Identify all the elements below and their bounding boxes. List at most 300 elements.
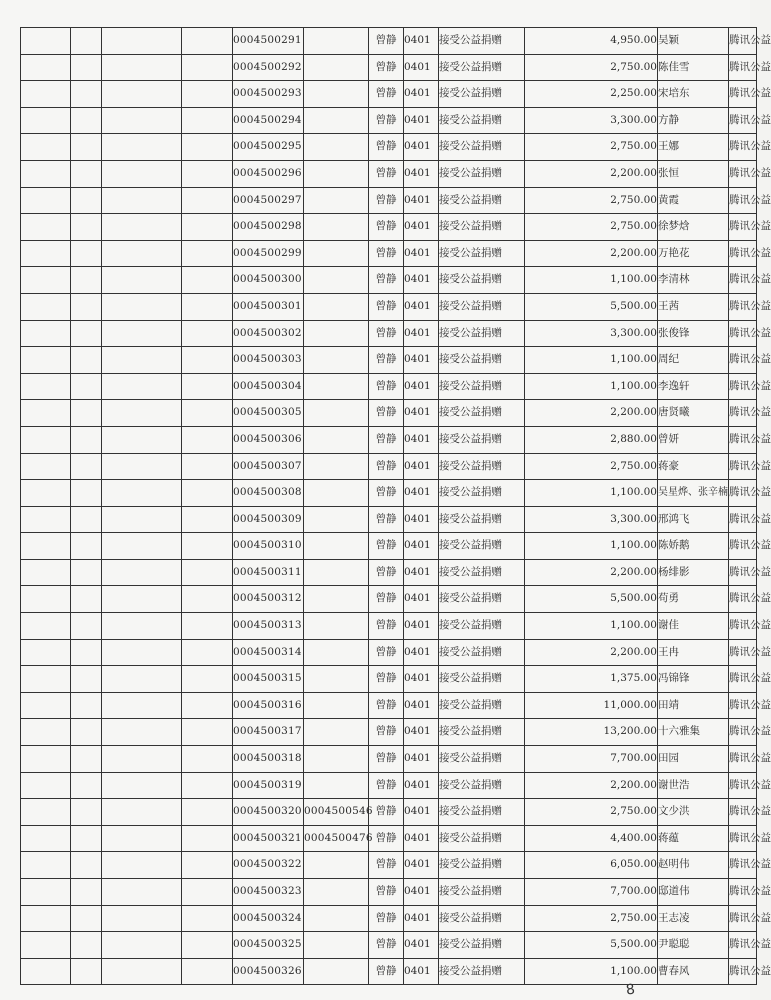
voucher-code-cell: 0004500304 [233, 373, 304, 400]
summary-cell: 接受公益捐赠 [439, 426, 525, 453]
empty-cell-c [102, 932, 182, 959]
empty-cell-b [71, 799, 102, 826]
voucher-code-cell: 0004500308 [233, 480, 304, 507]
donor-name-cell: 田靖 [658, 692, 729, 719]
summary-cell: 接受公益捐赠 [439, 533, 525, 560]
subject-code-cell: 0401 [404, 214, 439, 241]
secondary-code-cell [304, 852, 369, 879]
empty-cell-a [21, 240, 71, 267]
voucher-code-cell: 0004500318 [233, 746, 304, 773]
empty-cell-d [182, 293, 233, 320]
amount-cell: 2,200.00 [525, 240, 658, 267]
source-cell: 腾讯公益 [729, 932, 757, 959]
donor-name-cell: 王茜 [658, 293, 729, 320]
secondary-code-cell [304, 559, 369, 586]
donor-name-cell: 王志凌 [658, 905, 729, 932]
empty-cell-b [71, 480, 102, 507]
summary-cell: 接受公益捐赠 [439, 373, 525, 400]
donor-name-cell: 蒋豪 [658, 453, 729, 480]
empty-cell-b [71, 772, 102, 799]
summary-cell: 接受公益捐赠 [439, 719, 525, 746]
empty-cell-d [182, 426, 233, 453]
subject-code-cell: 0401 [404, 746, 439, 773]
summary-cell: 接受公益捐赠 [439, 639, 525, 666]
subject-code-cell: 0401 [404, 772, 439, 799]
empty-cell-a [21, 506, 71, 533]
table-row [21, 772, 757, 799]
empty-cell-b [71, 666, 102, 693]
empty-cell-a [21, 852, 71, 879]
empty-cell-d [182, 746, 233, 773]
voucher-code-cell: 0004500321 [233, 825, 304, 852]
secondary-code-cell [304, 28, 369, 55]
empty-cell-b [71, 559, 102, 586]
handler-cell: 曾静 [369, 506, 404, 533]
subject-code-cell: 0401 [404, 613, 439, 640]
empty-cell-b [71, 852, 102, 879]
handler-cell: 曾静 [369, 81, 404, 108]
source-cell: 腾讯公益 [729, 586, 757, 613]
donor-name-cell: 曾妍 [658, 426, 729, 453]
subject-code-cell: 0401 [404, 825, 439, 852]
amount-cell: 3,300.00 [525, 107, 658, 134]
empty-cell-a [21, 746, 71, 773]
subject-code-cell: 0401 [404, 293, 439, 320]
amount-cell: 2,200.00 [525, 772, 658, 799]
voucher-code-cell: 0004500309 [233, 506, 304, 533]
source-cell: 腾讯公益 [729, 666, 757, 693]
handler-cell: 曾静 [369, 639, 404, 666]
secondary-code-cell [304, 639, 369, 666]
summary-cell: 接受公益捐赠 [439, 347, 525, 374]
empty-cell-d [182, 54, 233, 81]
voucher-code-cell: 0004500295 [233, 134, 304, 161]
secondary-code-cell [304, 54, 369, 81]
amount-cell: 11,000.00 [525, 692, 658, 719]
table-row [21, 373, 757, 400]
empty-cell-a [21, 533, 71, 560]
donor-name-cell: 十六雅集 [658, 719, 729, 746]
voucher-code-cell: 0004500302 [233, 320, 304, 347]
donor-name-cell: 尹聪聪 [658, 932, 729, 959]
donor-name-cell: 苟勇 [658, 586, 729, 613]
summary-cell: 接受公益捐赠 [439, 54, 525, 81]
secondary-code-cell [304, 958, 369, 985]
handler-cell: 曾静 [369, 958, 404, 985]
empty-cell-c [102, 453, 182, 480]
subject-code-cell: 0401 [404, 373, 439, 400]
subject-code-cell: 0401 [404, 426, 439, 453]
empty-cell-a [21, 825, 71, 852]
empty-cell-b [71, 719, 102, 746]
secondary-code-cell [304, 373, 369, 400]
amount-cell: 3,300.00 [525, 506, 658, 533]
voucher-code-cell: 0004500311 [233, 559, 304, 586]
subject-code-cell: 0401 [404, 480, 439, 507]
table-row [21, 799, 757, 826]
handler-cell: 曾静 [369, 666, 404, 693]
handler-cell: 曾静 [369, 107, 404, 134]
source-cell: 腾讯公益 [729, 852, 757, 879]
voucher-code-cell: 0004500317 [233, 719, 304, 746]
empty-cell-a [21, 772, 71, 799]
voucher-code-cell: 0004500298 [233, 214, 304, 241]
empty-cell-d [182, 586, 233, 613]
empty-cell-d [182, 400, 233, 427]
empty-cell-c [102, 879, 182, 906]
secondary-code-cell [304, 772, 369, 799]
table-row [21, 160, 757, 187]
empty-cell-b [71, 347, 102, 374]
empty-cell-c [102, 772, 182, 799]
secondary-code-cell [304, 586, 369, 613]
empty-cell-d [182, 506, 233, 533]
empty-cell-a [21, 692, 71, 719]
empty-cell-a [21, 320, 71, 347]
source-cell: 腾讯公益 [729, 533, 757, 560]
table-row [21, 559, 757, 586]
empty-cell-d [182, 932, 233, 959]
empty-cell-c [102, 506, 182, 533]
voucher-code-cell: 0004500312 [233, 586, 304, 613]
summary-cell: 接受公益捐赠 [439, 879, 525, 906]
summary-cell: 接受公益捐赠 [439, 81, 525, 108]
summary-cell: 接受公益捐赠 [439, 586, 525, 613]
empty-cell-a [21, 932, 71, 959]
source-cell: 腾讯公益 [729, 746, 757, 773]
empty-cell-c [102, 852, 182, 879]
voucher-code-cell: 0004500307 [233, 453, 304, 480]
source-cell: 腾讯公益 [729, 240, 757, 267]
amount-cell: 6,050.00 [525, 852, 658, 879]
empty-cell-b [71, 107, 102, 134]
source-cell: 腾讯公益 [729, 613, 757, 640]
empty-cell-b [71, 160, 102, 187]
summary-cell: 接受公益捐赠 [439, 666, 525, 693]
empty-cell-a [21, 187, 71, 214]
donor-name-cell: 吴星烨、张辛楠 [658, 480, 729, 507]
table-row [21, 28, 757, 55]
empty-cell-b [71, 905, 102, 932]
empty-cell-b [71, 426, 102, 453]
empty-cell-d [182, 719, 233, 746]
empty-cell-a [21, 426, 71, 453]
handler-cell: 曾静 [369, 134, 404, 161]
empty-cell-b [71, 746, 102, 773]
amount-cell: 5,500.00 [525, 932, 658, 959]
voucher-code-cell: 0004500294 [233, 107, 304, 134]
source-cell: 腾讯公益 [729, 480, 757, 507]
table-row [21, 506, 757, 533]
empty-cell-d [182, 852, 233, 879]
summary-cell: 接受公益捐赠 [439, 187, 525, 214]
empty-cell-c [102, 187, 182, 214]
donor-name-cell: 邢鸿飞 [658, 506, 729, 533]
summary-cell: 接受公益捐赠 [439, 214, 525, 241]
empty-cell-d [182, 666, 233, 693]
table-row [21, 613, 757, 640]
empty-cell-a [21, 373, 71, 400]
voucher-code-cell: 0004500305 [233, 400, 304, 427]
voucher-code-cell: 0004500324 [233, 905, 304, 932]
empty-cell-d [182, 639, 233, 666]
amount-cell: 3,300.00 [525, 320, 658, 347]
summary-cell: 接受公益捐赠 [439, 559, 525, 586]
subject-code-cell: 0401 [404, 187, 439, 214]
empty-cell-d [182, 107, 233, 134]
empty-cell-b [71, 958, 102, 985]
table-row [21, 639, 757, 666]
source-cell: 腾讯公益 [729, 958, 757, 985]
empty-cell-a [21, 879, 71, 906]
handler-cell: 曾静 [369, 559, 404, 586]
summary-cell: 接受公益捐赠 [439, 772, 525, 799]
voucher-code-cell: 0004500296 [233, 160, 304, 187]
empty-cell-b [71, 187, 102, 214]
source-cell: 腾讯公益 [729, 905, 757, 932]
empty-cell-a [21, 107, 71, 134]
handler-cell: 曾静 [369, 799, 404, 826]
empty-cell-d [182, 267, 233, 294]
empty-cell-b [71, 320, 102, 347]
empty-cell-a [21, 214, 71, 241]
voucher-code-cell: 0004500299 [233, 240, 304, 267]
empty-cell-d [182, 799, 233, 826]
table-row [21, 81, 757, 108]
table-row [21, 480, 757, 507]
subject-code-cell: 0401 [404, 107, 439, 134]
empty-cell-c [102, 240, 182, 267]
source-cell: 腾讯公益 [729, 187, 757, 214]
voucher-code-cell: 0004500320 [233, 799, 304, 826]
empty-cell-a [21, 400, 71, 427]
voucher-code-cell: 0004500300 [233, 267, 304, 294]
summary-cell: 接受公益捐赠 [439, 825, 525, 852]
empty-cell-a [21, 267, 71, 294]
amount-cell: 2,750.00 [525, 905, 658, 932]
handler-cell: 曾静 [369, 453, 404, 480]
amount-cell: 1,100.00 [525, 533, 658, 560]
amount-cell: 2,250.00 [525, 81, 658, 108]
summary-cell: 接受公益捐赠 [439, 400, 525, 427]
empty-cell-c [102, 28, 182, 55]
summary-cell: 接受公益捐赠 [439, 293, 525, 320]
handler-cell: 曾静 [369, 772, 404, 799]
subject-code-cell: 0401 [404, 879, 439, 906]
secondary-code-cell [304, 692, 369, 719]
empty-cell-a [21, 54, 71, 81]
handler-cell: 曾静 [369, 825, 404, 852]
amount-cell: 2,200.00 [525, 639, 658, 666]
empty-cell-c [102, 746, 182, 773]
empty-cell-d [182, 187, 233, 214]
donor-name-cell: 陈佳雪 [658, 54, 729, 81]
donor-name-cell: 唐贤曦 [658, 400, 729, 427]
table-row [21, 187, 757, 214]
empty-cell-a [21, 134, 71, 161]
secondary-code-cell [304, 267, 369, 294]
subject-code-cell: 0401 [404, 240, 439, 267]
empty-cell-a [21, 81, 71, 108]
amount-cell: 4,400.00 [525, 825, 658, 852]
table-row [21, 240, 757, 267]
subject-code-cell: 0401 [404, 533, 439, 560]
empty-cell-c [102, 134, 182, 161]
subject-code-cell: 0401 [404, 719, 439, 746]
empty-cell-a [21, 559, 71, 586]
empty-cell-c [102, 958, 182, 985]
empty-cell-b [71, 54, 102, 81]
empty-cell-a [21, 613, 71, 640]
secondary-code-cell [304, 347, 369, 374]
table-row [21, 293, 757, 320]
donor-name-cell: 田园 [658, 746, 729, 773]
subject-code-cell: 0401 [404, 932, 439, 959]
empty-cell-d [182, 81, 233, 108]
empty-cell-c [102, 639, 182, 666]
secondary-code-cell [304, 293, 369, 320]
summary-cell: 接受公益捐赠 [439, 240, 525, 267]
empty-cell-d [182, 825, 233, 852]
empty-cell-b [71, 932, 102, 959]
subject-code-cell: 0401 [404, 905, 439, 932]
voucher-code-cell: 0004500310 [233, 533, 304, 560]
amount-cell: 2,750.00 [525, 214, 658, 241]
empty-cell-d [182, 879, 233, 906]
amount-cell: 1,100.00 [525, 347, 658, 374]
secondary-code-cell [304, 666, 369, 693]
table-row [21, 267, 757, 294]
handler-cell: 曾静 [369, 586, 404, 613]
empty-cell-c [102, 214, 182, 241]
empty-cell-a [21, 799, 71, 826]
handler-cell: 曾静 [369, 426, 404, 453]
empty-cell-c [102, 81, 182, 108]
empty-cell-d [182, 320, 233, 347]
handler-cell: 曾静 [369, 746, 404, 773]
empty-cell-b [71, 453, 102, 480]
empty-cell-d [182, 958, 233, 985]
empty-cell-c [102, 400, 182, 427]
source-cell: 腾讯公益 [729, 426, 757, 453]
donor-name-cell: 陈娇鹅 [658, 533, 729, 560]
empty-cell-c [102, 54, 182, 81]
summary-cell: 接受公益捐赠 [439, 267, 525, 294]
empty-cell-a [21, 958, 71, 985]
donor-name-cell: 张恒 [658, 160, 729, 187]
amount-cell: 1,100.00 [525, 373, 658, 400]
handler-cell: 曾静 [369, 719, 404, 746]
table-row [21, 746, 757, 773]
secondary-code-cell [304, 400, 369, 427]
table-row [21, 825, 757, 852]
amount-cell: 1,100.00 [525, 480, 658, 507]
empty-cell-c [102, 320, 182, 347]
source-cell: 腾讯公益 [729, 506, 757, 533]
handler-cell: 曾静 [369, 320, 404, 347]
subject-code-cell: 0401 [404, 134, 439, 161]
empty-cell-b [71, 81, 102, 108]
handler-cell: 曾静 [369, 28, 404, 55]
empty-cell-b [71, 214, 102, 241]
source-cell: 腾讯公益 [729, 772, 757, 799]
table-row [21, 347, 757, 374]
handler-cell: 曾静 [369, 533, 404, 560]
empty-cell-a [21, 639, 71, 666]
ledger-body [21, 28, 771, 985]
secondary-code-cell [304, 134, 369, 161]
summary-cell: 接受公益捐赠 [439, 480, 525, 507]
secondary-code-cell [304, 905, 369, 932]
table-row [21, 107, 757, 134]
empty-cell-d [182, 480, 233, 507]
empty-cell-b [71, 293, 102, 320]
table-row [21, 54, 757, 81]
empty-cell-c [102, 692, 182, 719]
donor-name-cell: 曹春风 [658, 958, 729, 985]
source-cell: 腾讯公益 [729, 825, 757, 852]
handler-cell: 曾静 [369, 160, 404, 187]
source-cell: 腾讯公益 [729, 28, 757, 55]
subject-code-cell: 0401 [404, 639, 439, 666]
summary-cell: 接受公益捐赠 [439, 28, 525, 55]
handwritten-page-number: 8 [624, 981, 636, 999]
secondary-code-cell [304, 426, 369, 453]
donor-name-cell: 王娜 [658, 134, 729, 161]
amount-cell: 2,880.00 [525, 426, 658, 453]
summary-cell: 接受公益捐赠 [439, 107, 525, 134]
amount-cell: 1,375.00 [525, 666, 658, 693]
empty-cell-c [102, 799, 182, 826]
empty-cell-d [182, 453, 233, 480]
empty-cell-c [102, 160, 182, 187]
voucher-code-cell: 0004500303 [233, 347, 304, 374]
secondary-code-cell [304, 187, 369, 214]
source-cell: 腾讯公益 [729, 879, 757, 906]
voucher-code-cell: 0004500292 [233, 54, 304, 81]
voucher-code-cell: 0004500301 [233, 293, 304, 320]
voucher-code-cell: 0004500314 [233, 639, 304, 666]
empty-cell-b [71, 400, 102, 427]
empty-cell-d [182, 240, 233, 267]
table-row [21, 453, 757, 480]
empty-cell-a [21, 586, 71, 613]
empty-cell-d [182, 214, 233, 241]
handler-cell: 曾静 [369, 373, 404, 400]
empty-cell-b [71, 533, 102, 560]
empty-cell-c [102, 613, 182, 640]
subject-code-cell: 0401 [404, 400, 439, 427]
source-cell: 腾讯公益 [729, 214, 757, 241]
handler-cell: 曾静 [369, 932, 404, 959]
amount-cell: 2,200.00 [525, 400, 658, 427]
secondary-code-cell [304, 613, 369, 640]
summary-cell: 接受公益捐赠 [439, 320, 525, 347]
source-cell: 腾讯公益 [729, 293, 757, 320]
donor-name-cell: 徐梦焓 [658, 214, 729, 241]
secondary-code-cell [304, 320, 369, 347]
table-row [21, 852, 757, 879]
donor-name-cell: 文少洪 [658, 799, 729, 826]
subject-code-cell: 0401 [404, 28, 439, 55]
subject-code-cell: 0401 [404, 160, 439, 187]
subject-code-cell: 0401 [404, 347, 439, 374]
empty-cell-d [182, 692, 233, 719]
table-row [21, 932, 757, 959]
donor-name-cell: 李逸轩 [658, 373, 729, 400]
empty-cell-b [71, 373, 102, 400]
voucher-code-cell: 0004500313 [233, 613, 304, 640]
